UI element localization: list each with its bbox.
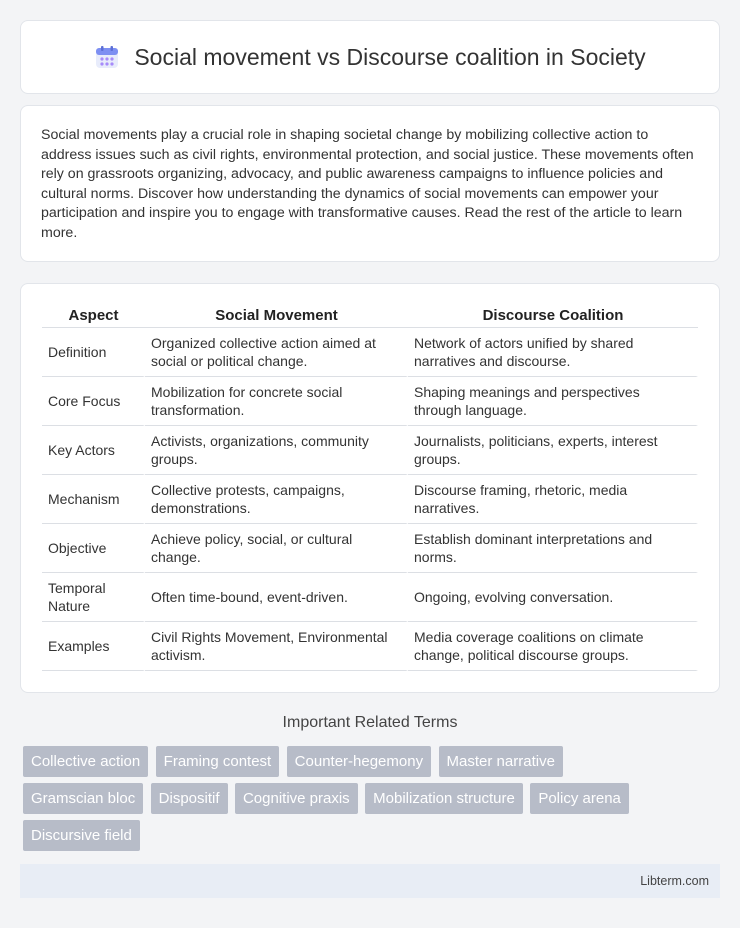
column-header-discourse-coalition: Discourse Coalition	[408, 304, 698, 328]
discourse-coalition-cell: Media coverage coalitions on climate change, political discourse groups.	[408, 622, 698, 671]
related-term-tag[interactable]: Mobilization structure	[365, 783, 523, 814]
social-movement-cell: Achieve policy, social, or cultural change.	[145, 524, 408, 573]
aspect-cell: Examples	[42, 622, 145, 671]
page-title: Social movement vs Discourse coalition in Society	[134, 43, 646, 70]
table-row	[42, 328, 698, 377]
discourse-coalition-cell: Network of actors unified by shared narratives and discourse.	[408, 328, 698, 377]
related-terms-title: Important Related Terms	[282, 714, 458, 731]
table-row	[42, 573, 698, 622]
related-term-tag[interactable]: Policy arena	[530, 783, 629, 814]
table-row	[42, 475, 698, 524]
intro-card	[20, 105, 720, 262]
intro-paragraph: Social movements play a crucial role in shaping societal change by mobilizing collective action to address issues such as civil rights, environmental protection, and social justice. These movements often rely on grassroots organizing, advocacy, and public awareness campaigns to influence policies and cultural norms. Discover how understanding the dynamics of social movements can empower your participation and inspire you to engage with transformative causes. Read the rest of the article to learn more.	[41, 127, 694, 241]
discourse-coalition-cell: Discourse framing, rhetoric, media narratives.	[408, 475, 698, 524]
footer-site-link[interactable]: Libterm.com	[640, 874, 709, 888]
aspect-cell: Definition	[42, 328, 145, 377]
aspect-cell: Key Actors	[42, 426, 145, 475]
table-row	[42, 377, 698, 426]
social-movement-cell: Collective protests, campaigns, demonstrations.	[145, 475, 408, 524]
header-card	[20, 20, 720, 94]
footer	[20, 864, 720, 898]
aspect-cell: Objective	[42, 524, 145, 573]
comparison-table	[42, 304, 698, 671]
discourse-coalition-cell: Ongoing, evolving conversation.	[408, 573, 698, 622]
related-term-tag[interactable]: Master narrative	[439, 746, 563, 777]
aspect-cell: Temporal Nature	[42, 573, 145, 622]
social-movement-cell: Activists, organizations, community groups.	[145, 426, 408, 475]
discourse-coalition-cell: Journalists, politicians, experts, interest groups.	[408, 426, 698, 475]
calendar-icon	[94, 44, 120, 70]
related-term-tag[interactable]: Dispositif	[151, 783, 228, 814]
related-term-tag[interactable]: Counter-hegemony	[287, 746, 431, 777]
related-terms-list	[23, 746, 723, 857]
aspect-cell: Mechanism	[42, 475, 145, 524]
social-movement-cell: Often time-bound, event-driven.	[145, 573, 408, 622]
table-row	[42, 426, 698, 475]
related-term-tag[interactable]: Collective action	[23, 746, 148, 777]
table-row	[42, 622, 698, 671]
table-header-row	[42, 304, 698, 328]
related-term-tag[interactable]: Cognitive praxis	[235, 783, 358, 814]
comparison-card	[20, 283, 720, 693]
column-header-aspect: Aspect	[42, 304, 145, 328]
social-movement-cell: Civil Rights Movement, Environmental activism.	[145, 622, 408, 671]
column-header-social-movement: Social Movement	[145, 304, 408, 328]
related-term-tag[interactable]: Framing contest	[156, 746, 280, 777]
table-row	[42, 524, 698, 573]
related-term-tag[interactable]: Discursive field	[23, 820, 140, 851]
discourse-coalition-cell: Establish dominant interpretations and norms.	[408, 524, 698, 573]
related-term-tag[interactable]: Gramscian bloc	[23, 783, 143, 814]
discourse-coalition-cell: Shaping meanings and perspectives through language.	[408, 377, 698, 426]
social-movement-cell: Mobilization for concrete social transformation.	[145, 377, 408, 426]
aspect-cell: Core Focus	[42, 377, 145, 426]
social-movement-cell: Organized collective action aimed at social or political change.	[145, 328, 408, 377]
title-wrap	[94, 44, 645, 71]
